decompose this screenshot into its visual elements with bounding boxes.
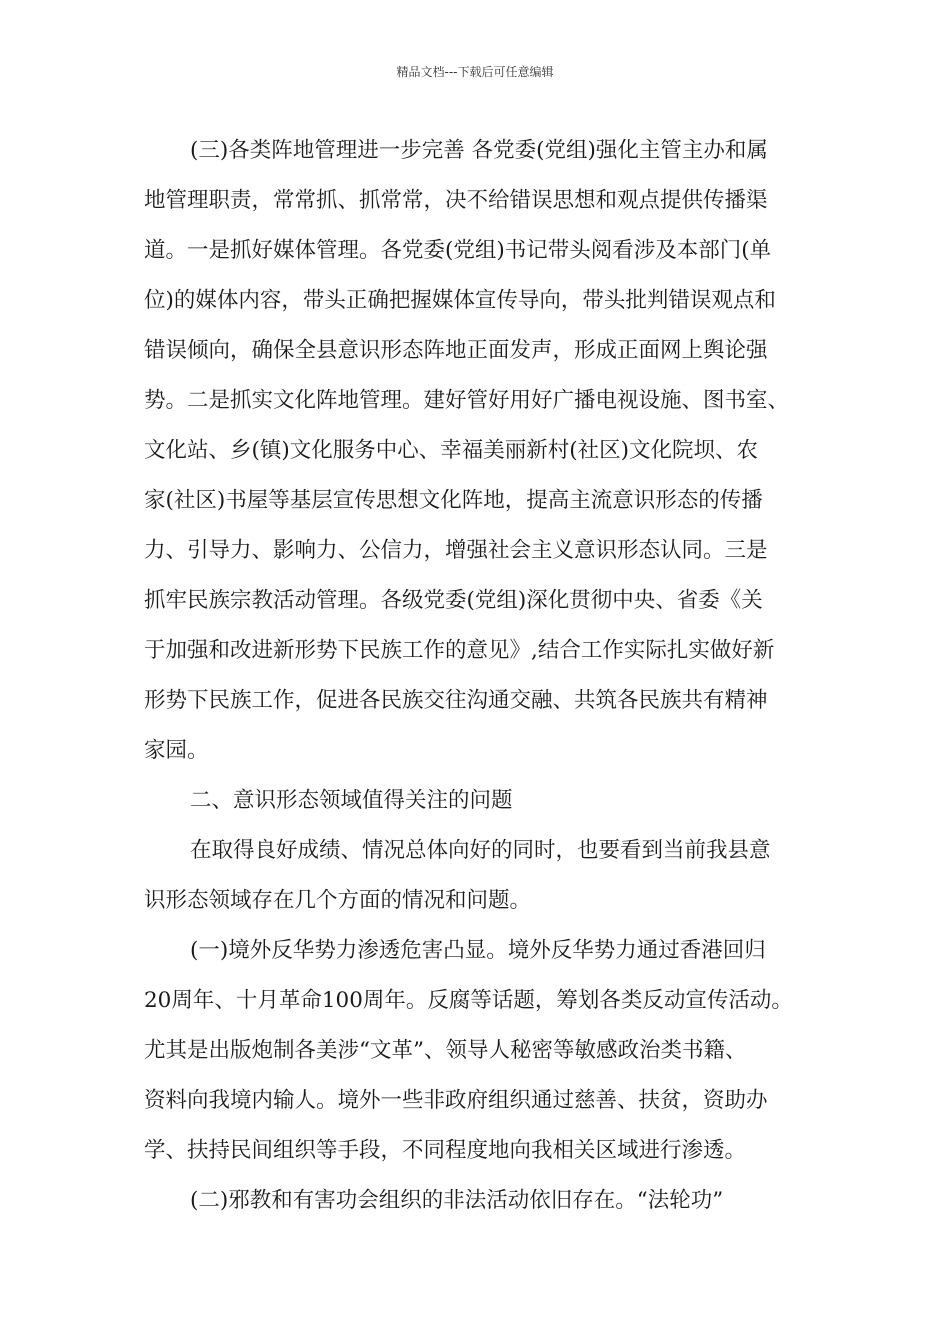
text-line: 于加强和改进新形势下民族工作的意见》,结合工作实际扎实做好新 <box>144 638 775 663</box>
text-line: (一)境外反华势力渗透危害凸显。境外反华势力通过香港回归 <box>190 938 766 963</box>
paragraph-foreign-infiltration <box>144 926 814 1176</box>
text-line: 道。一是抓好媒体管理。各党委(党组)书记带头阅看涉及本部门(单 <box>144 238 772 263</box>
paragraph-intro-issues <box>144 826 814 926</box>
paragraph-positions-management <box>144 126 814 776</box>
text-line: 抓牢民族宗教活动管理。各级党委(党组)深化贯彻中央、省委《关 <box>144 588 763 613</box>
page-header: 精品文档---下载后可任意编辑 <box>396 65 554 79</box>
text-line: 位)的媒体内容，带头正确把握媒体宣传导向，带头批判错误观点和 <box>144 288 776 313</box>
text-line: 形势下民族工作，促进各民族交往沟通交融、共筑各民族共有精神 <box>144 688 768 713</box>
text-line: (二)邪教和有害功会组织的非法活动依旧存在。“法轮功” <box>190 1188 724 1213</box>
text-line: 力、引导力、影响力、公信力，增强社会主义意识形态认同。三是 <box>144 538 768 563</box>
text-line: 势。二是抓实文化阵地管理。建好管好用好广播电视设施、图书室、 <box>144 388 790 413</box>
text-line: 在取得良好成绩、情况总体向好的同时，也要看到当前我县意 <box>190 838 771 863</box>
text-line: 尤其是出版炮制各美涉“文革”、领导人秘密等敏感政治类书籍、 <box>144 1038 747 1063</box>
text-line: 错误倾向，确保全县意识形态阵地正面发声，形成正面网上舆论强 <box>144 338 768 363</box>
text-line: 地管理职责，常常抓、抓常常，决不给错误思想和观点提供传播渠 <box>144 188 768 213</box>
text-line: 家园。 <box>144 738 209 763</box>
text-line: (三)各类阵地管理进一步完善 各党委(党组)强化主管主办和属 <box>190 138 768 163</box>
text-line: 家(社区)书屋等基层宣传思想文化阵地，提高主流意识形态的传播 <box>144 488 763 513</box>
text-line: 文化站、乡(镇)文化服务中心、幸福美丽新村(社区)文化院坝、农 <box>144 438 759 463</box>
text-line: 识形态领域存在几个方面的情况和问题。 <box>144 888 532 913</box>
paragraph-cults <box>144 1176 814 1226</box>
section-heading <box>144 776 814 826</box>
text-line: 二、意识形态领域值得关注的问题 <box>190 788 513 813</box>
document-body <box>144 126 814 1226</box>
text-line: 20周年、十月革命100周年。反腐等话题，筹划各类反动宣传活动。 <box>144 988 793 1013</box>
text-line: 资料向我境内输人。境外一些非政府组织通过慈善、扶贫，资助办 <box>144 1088 768 1113</box>
text-line: 学、扶持民间组织等手段，不同程度地向我相关区域进行渗透。 <box>144 1138 747 1163</box>
